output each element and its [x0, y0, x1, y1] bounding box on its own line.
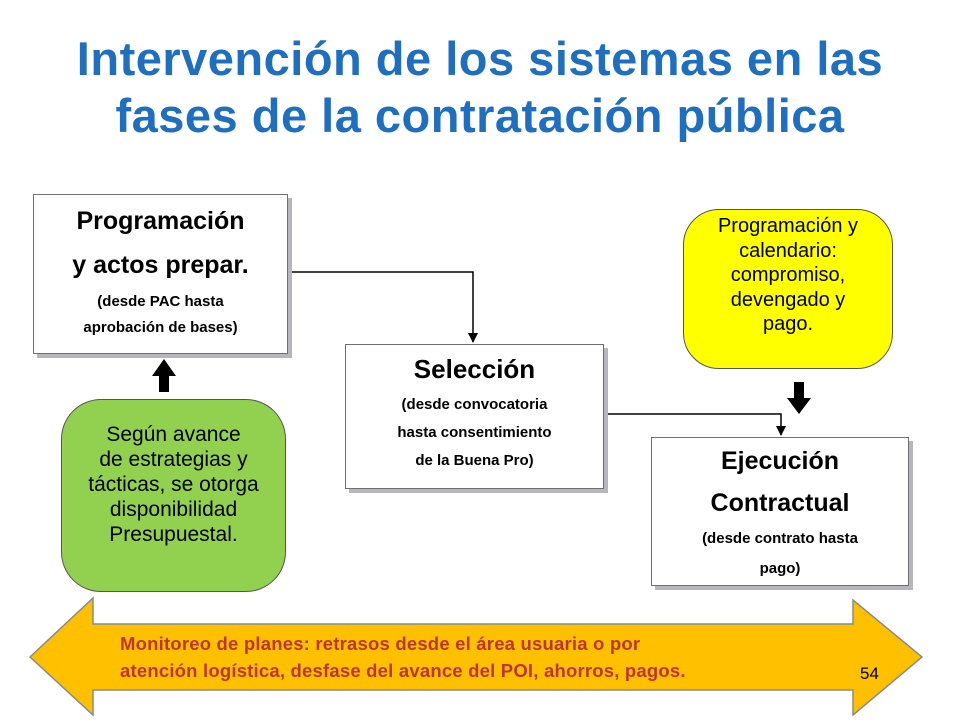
seleccion-subtitle-line-2: hasta consentimiento — [397, 424, 552, 441]
monitoreo-line-1: Monitoreo de planes: retrasos desde el área usuaria o por — [120, 633, 641, 654]
monitoreo-banner-text — [120, 630, 850, 684]
programacion-box — [33, 194, 288, 354]
arrow-up-icon — [152, 359, 176, 392]
ejecucion-subtitle-line-2: pago) — [759, 560, 801, 577]
calendario-note-line-5: pago. — [762, 313, 814, 335]
presupuesto-note-line-3: tácticas, se otorga — [88, 473, 259, 496]
presupuesto-note-line-4: disponibilidad — [109, 498, 238, 521]
seleccion-subtitle-line-3: de la Buena Pro) — [415, 452, 534, 469]
monitoreo-line-2: atención logística, desfase del avance del POI, ahorros, pagos. — [120, 660, 686, 681]
calendario-note-line-2: calendario: — [739, 239, 837, 262]
presupuesto-note-line-5: Presupuestal. — [109, 523, 238, 546]
calendario-note-line-4: devengado y — [730, 288, 846, 311]
programacion-subtitle-line-2: aprobación de bases) — [83, 319, 238, 336]
programacion-subtitle-line-1: (desde PAC hasta — [97, 293, 224, 310]
presupuesto-note — [61, 399, 286, 592]
arrow-down-icon — [787, 382, 811, 414]
ejecucion-title-line-2: Contractual — [710, 489, 850, 517]
connector-seleccion-to-ejecucion — [602, 414, 781, 435]
ejecucion-title-line-1: Ejecución — [720, 447, 840, 475]
connector-programacion-to-seleccion — [286, 272, 473, 342]
seleccion-box — [345, 344, 604, 489]
presupuesto-note-line-1: Según avance — [106, 423, 241, 446]
page-number: 54 — [860, 664, 879, 683]
calendario-note-line-3: compromiso, — [730, 264, 846, 286]
seleccion-title: Selección — [413, 354, 536, 384]
programacion-title-line-1: Programación — [76, 207, 245, 235]
ejecucion-subtitle-line-1: (desde contrato hasta — [702, 530, 858, 547]
slide-title-line-1: Intervención de los sistemas en las — [76, 32, 884, 85]
programacion-title-line-2: y actos prepar. — [72, 251, 249, 279]
slide-title-line-2: fases de la contratación pública — [115, 89, 845, 142]
calendario-note-line-1: Programación y — [717, 215, 859, 237]
ejecucion-box — [651, 437, 909, 586]
seleccion-subtitle-line-1: (desde convocatoria — [401, 396, 548, 413]
calendario-note — [683, 209, 893, 369]
presupuesto-note-line-2: de estrategias y — [99, 448, 248, 471]
